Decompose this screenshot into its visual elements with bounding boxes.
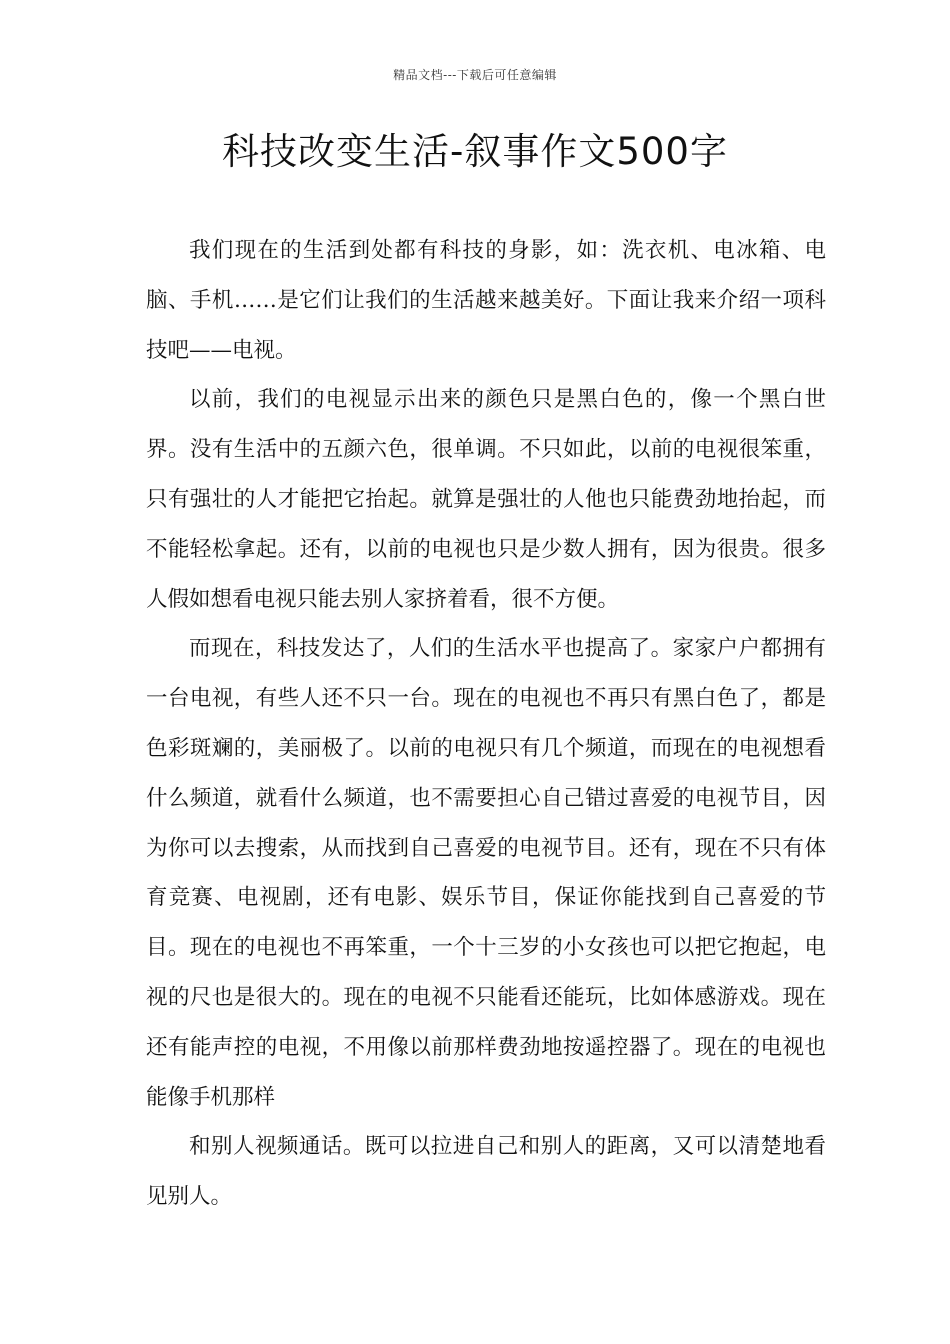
paragraph-intro: 我们现在的生活到处都有科技的身影，如：洗衣机、电冰箱、电脑、手机……是它们让我们的生活越来越美好。下面让我来介绍一项科技吧——电视。 (146, 238, 826, 363)
header-note: 精品文档---下载后可任意编辑 (393, 68, 557, 82)
paragraph-video-call: 和别人视频通话。既可以拉进自己和别人的距离，又可以清楚地看见别人。 (146, 1134, 826, 1210)
document-title: 科技改变生活-叙事作文500字 (222, 130, 728, 173)
paragraph-modern-tv: 而现在，科技发达了，人们的生活水平也提高了。家家户户都拥有一台电视，有些人还不只一台。现在的电视也不再只有黑白色了，都是色彩斑斓的，美丽极了。以前的电视只有几个频道，而现在的电视想看什么频道，就看什么频道，也不需要担心自己错过喜爱的电视节目，因为你可以去搜索，从而找到自己喜爱的电视节目。还有，现在不只有体育竞赛、电视剧，还有电影、娱乐节目，保证你能找到自己喜爱的节目。现在的电视也不再笨重，一个十三岁的小女孩也可以把它抱起，电视的尺也是很大的。现在的电视不只能看还能玩，比如体感游戏。现在还有能声控的电视，不用像以前那样费劲地按遥控器了。现在的电视也能像手机那样 (146, 636, 826, 1110)
document-body (146, 226, 826, 1222)
paragraph-past-tv: 以前，我们的电视显示出来的颜色只是黑白色的，像一个黑白世界。没有生活中的五颜六色，很单调。不只如此，以前的电视很笨重，只有强壮的人才能把它抬起。就算是强壮的人他也只能费劲地抬起，而不能轻松拿起。还有，以前的电视也只是少数人拥有，因为很贵。很多人假如想看电视只能去别人家挤着看，很不方便。 (146, 387, 826, 612)
